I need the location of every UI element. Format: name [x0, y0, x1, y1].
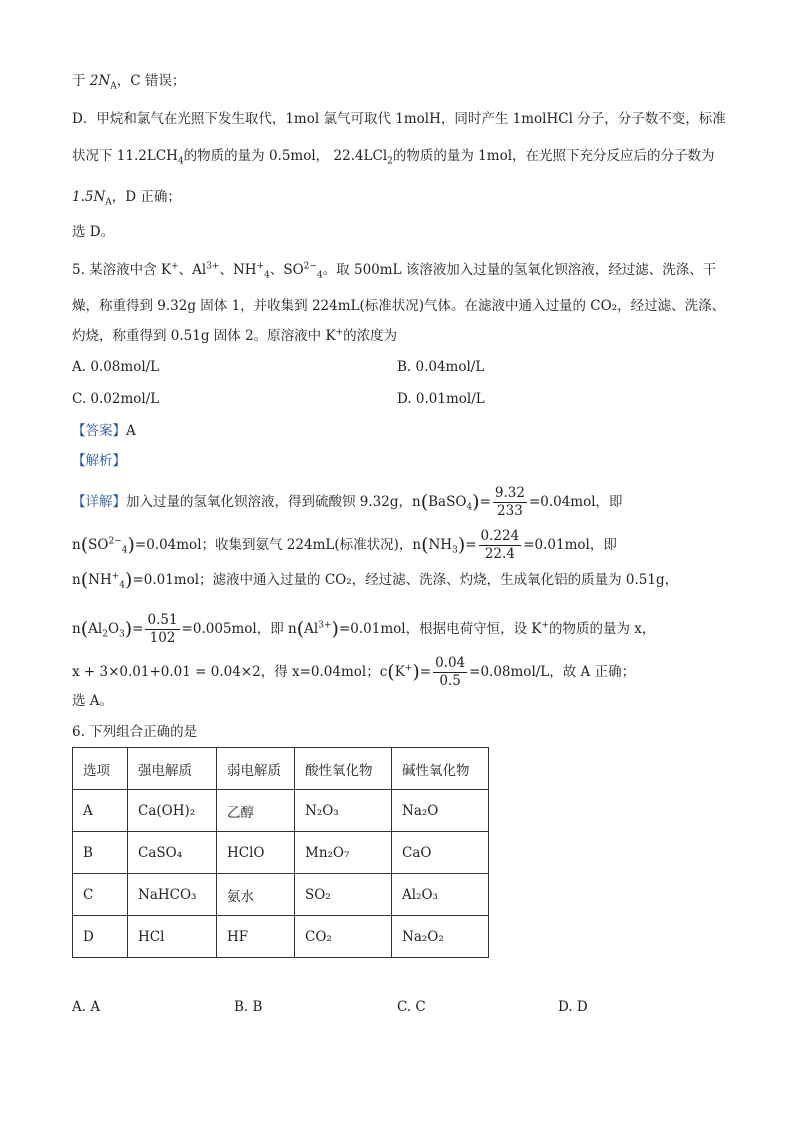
table-cell: Na₂O₂ — [392, 916, 489, 958]
text: 的浓度为 — [343, 328, 398, 344]
superscript: 2− — [303, 261, 317, 272]
subscript: 4 — [264, 270, 270, 281]
q5-detail-line-2: $n(SO^{2-}_4)=0.04mol$；收集到氨气 224mL(标准状况)，$n(NH_3)=$ $\frac{0.224}{22.4}$ =0.01mol，即 — [72, 528, 617, 562]
subscript: 2 — [102, 629, 108, 640]
table-cell: Mn₂O₇ — [295, 832, 392, 874]
table-cell: HCl — [128, 916, 217, 958]
text: n — [72, 537, 81, 553]
q6-option-d: D. D — [558, 999, 588, 1015]
superscript: + — [111, 571, 120, 582]
header-cell: 碱性氧化物 — [392, 748, 489, 790]
text: ，D 正确； — [111, 189, 181, 205]
text: ，C 错误； — [116, 73, 186, 89]
header-cell: 弱电解质 — [217, 748, 295, 790]
subscript: 4 — [466, 502, 473, 513]
text: =0.04mol；收集到氨气 224mL(标准状况)，n — [134, 537, 422, 553]
subscript: 4 — [121, 545, 128, 556]
text: n — [72, 572, 81, 588]
table-cell: C — [73, 874, 128, 916]
numerator: 9.32 — [494, 485, 525, 501]
subscript: 3 — [119, 629, 125, 640]
table-row — [73, 790, 489, 832]
text: 、 — [269, 262, 284, 278]
q5-option-d: D. 0.01mol/L — [397, 391, 485, 407]
q6-option-a: A. A — [72, 999, 101, 1015]
option-d-analysis-line-2 — [72, 146, 715, 166]
text: =0.01mol，即 — [523, 537, 617, 553]
denominator: 233 — [497, 503, 523, 519]
superscript: + — [541, 620, 549, 631]
table-cell: NaHCO₃ — [128, 874, 217, 916]
formula: K — [394, 664, 405, 680]
table-cell: Na₂O — [392, 790, 489, 832]
formula: SO — [283, 262, 304, 278]
text: =0.01mol，根据电荷守恒，设 K — [338, 621, 542, 637]
option-d-analysis-line-1: D．甲烷和氯气在光照下发生取代，1mol 氯气可取代 1molH，同时产生 1molHCl 分子，分子数不变，标准 — [72, 111, 726, 127]
formula: NH — [88, 572, 112, 588]
table-cell: N₂O₃ — [295, 790, 392, 832]
q5-detail-line-5: x + 3×0.01+0.01 = 0.04×2，得 x=0.04mol；c(K+)= $\frac{0.04}{0.5}$ =0.08mol/L，故 A 正确； — [72, 655, 636, 689]
table-cell: Al₂O₃ — [392, 874, 489, 916]
q5-detail-line-1: 【详解】加入过量的氢氧化钡溶液，得到硫酸钡 9.32g，n(BaSO$_4$)= $\frac{9.32}{233}$ =0.04mol，即 — [72, 485, 623, 519]
text: n — [72, 621, 81, 637]
table-row — [73, 916, 489, 958]
formula: NH — [232, 262, 257, 278]
denominator: 22.4 — [484, 546, 515, 562]
table-row — [73, 832, 489, 874]
text: 、Al — [178, 262, 207, 278]
header-cell: 选项 — [73, 748, 128, 790]
text: 的物质的量为 1mol，在光照下充分反应后的分子数为 — [392, 148, 715, 164]
text: 加入过量的氢氧化钡溶液，得到硫酸钡 9.32g，n — [126, 494, 421, 510]
q5-detail-line-3: $n(NH^+_4)=0.01mol$；滤液中通入过量的 CO₂，经过滤、洗涤、灼烧，生成氧化铝的质量为 0.51g， — [72, 569, 679, 591]
q5-stem-line-3 — [72, 326, 397, 346]
table-header-row — [73, 748, 489, 790]
fraction — [433, 655, 467, 690]
subscript: A — [105, 197, 112, 208]
formula: BaSO — [428, 494, 467, 510]
superscript: + — [335, 327, 344, 338]
text: 灼烧，称重得到 0.51g 固体 2。原溶液中 K — [72, 328, 336, 344]
q5-choice-line: 选 A。 — [72, 693, 114, 709]
superscript: + — [404, 663, 413, 674]
table-cell: CO₂ — [295, 916, 392, 958]
q6-table — [72, 747, 489, 958]
text: 于 — [72, 73, 86, 89]
text: 5. 某溶液中含 K — [72, 262, 172, 278]
formula: SO — [88, 537, 109, 553]
subscript: 2 — [387, 156, 393, 167]
table-cell: HClO — [217, 832, 295, 874]
answer-value: A — [126, 423, 136, 439]
prev-conclusion-line — [72, 71, 185, 91]
table-cell: Ca(OH)₂ — [128, 790, 217, 832]
formula: O — [107, 621, 120, 637]
subscript: 4 — [316, 270, 323, 281]
q5-option-a: A. 0.08mol/L — [72, 359, 160, 375]
table-cell: 乙醇 — [217, 790, 295, 832]
q4-choice-line: 选 D。 — [72, 224, 115, 240]
fraction — [145, 612, 179, 647]
q5-analysis-tag: 【解析】 — [72, 453, 126, 469]
text: =0.01mol；滤液中通入过量的 CO₂，经过滤、洗涤、灼烧，生成氧化铝的质量为 0.51g， — [132, 572, 679, 588]
table-cell: HF — [217, 916, 295, 958]
superscript: + — [256, 261, 265, 272]
table-cell: CaO — [392, 832, 489, 874]
text: =0.08mol/L，故 A 正确； — [469, 664, 636, 680]
superscript: + — [171, 261, 179, 272]
table-cell: SO₂ — [295, 874, 392, 916]
superscript: 3+ — [206, 261, 220, 272]
text: =0.04mol，即 — [528, 494, 623, 510]
header-cell: 酸性氧化物 — [295, 748, 392, 790]
detail-tag: 【详解】 — [72, 494, 126, 510]
fraction — [493, 485, 527, 520]
q5-stem-line-1 — [72, 260, 716, 280]
subscript: 4 — [177, 156, 184, 167]
table-cell: CaSO₄ — [128, 832, 217, 874]
q5-option-b: B. 0.04mol/L — [397, 359, 485, 375]
table-cell: A — [73, 790, 128, 832]
table-cell: 氨水 — [217, 874, 295, 916]
text: 的物质的量为 0.5mol， — [183, 148, 330, 164]
denominator: 102 — [149, 630, 176, 646]
numerator: 0.04 — [435, 655, 466, 671]
formula: 22.4LCl — [333, 148, 388, 164]
table-cell: B — [73, 832, 128, 874]
text: x + 3×0.01+0.01 = 0.04×2，得 x=0.04mol；c — [72, 664, 388, 680]
formula: 1.5N — [72, 189, 106, 205]
table-row — [73, 874, 489, 916]
numerator: 0.224 — [480, 528, 520, 544]
text: =0.005mol，即 n — [181, 621, 297, 637]
formula: 2N — [89, 73, 111, 89]
fraction — [479, 528, 522, 563]
q5-stem-line-2: 燥，称重得到 9.32g 固体 1，并收集到 224mL(标准状况)气体。在滤液中通入过量的 CO₂，经过滤、洗涤、 — [72, 298, 726, 314]
superscript: 2− — [108, 536, 122, 547]
q6-stem: 6. 下列组合正确的是 — [72, 724, 198, 740]
formula: 11.2LCH — [116, 148, 178, 164]
text: 的物质的量为 x， — [549, 621, 656, 637]
table-cell: D — [73, 916, 128, 958]
superscript: 3+ — [318, 620, 332, 631]
subscript: 4 — [119, 580, 125, 591]
answer-tag: 【答案】 — [72, 423, 126, 439]
q6-option-b: B. B — [234, 999, 263, 1015]
header-cell: 强电解质 — [128, 748, 217, 790]
subscript: 3 — [452, 545, 458, 556]
formula: Al — [88, 621, 103, 637]
text: 状况下 — [72, 148, 113, 164]
option-d-analysis-line-3 — [72, 187, 181, 207]
q5-option-c: C. 0.02mol/L — [72, 391, 160, 407]
q6-option-c: C. C — [397, 999, 426, 1015]
denominator: 0.5 — [439, 673, 461, 689]
numerator: 0.51 — [147, 612, 178, 628]
q5-detail-line-4: $n(Al_2O_3)=$ $\frac{0.51}{102}$ =0.005mol，即 $n(Al^{3+})=0.01mol$，根据电荷守恒，设 K+的物质的量为 x， — [72, 612, 656, 646]
subscript: A — [110, 81, 117, 92]
q5-answer — [72, 421, 136, 441]
formula: Al — [304, 621, 319, 637]
formula: NH — [428, 537, 453, 553]
text: 。取 500mL 该溶液加入过量的氢氧化钡溶液，经过滤、洗涤、干 — [322, 262, 717, 278]
text: 、 — [219, 262, 233, 278]
